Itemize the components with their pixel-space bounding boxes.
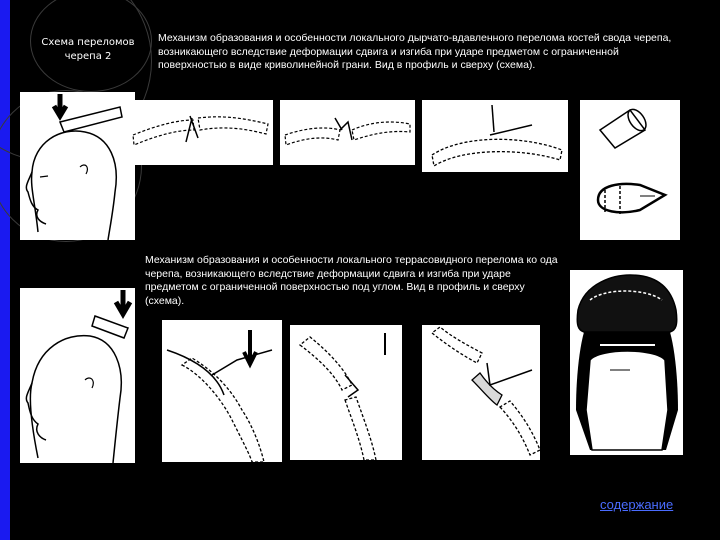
impact-arrow-icon — [54, 94, 66, 116]
section2-caption: Механизм образования и особенности локального террасовидного перелома ко ода черепа, возникающего вследствие деформации сдвига и изгиба при ударе предметом с ограниченной поверхностью под углом. Вид в профиль и сверху (схема). — [145, 254, 558, 307]
skull-top-view-diagram-1 — [580, 100, 680, 240]
contents-link[interactable]: содержание — [600, 497, 674, 512]
impact-arrow-icon — [244, 330, 256, 364]
impact-arrow-icon — [116, 290, 130, 314]
skull-outline — [598, 184, 665, 212]
ear — [80, 165, 87, 174]
skull-cap — [577, 275, 677, 332]
terrace-fracture-diagram-3 — [422, 325, 540, 460]
head-outline — [30, 336, 121, 463]
terrace-fracture-diagram-2 — [290, 325, 402, 460]
sidebar-title: Схема переломов черепа 2 — [41, 37, 135, 62]
head-profile-diagram-2 — [20, 288, 135, 463]
fracture-profile-diagram-2 — [280, 100, 415, 165]
head-profile-diagram-1 — [20, 92, 135, 240]
terrace-fracture-diagram-1 — [162, 320, 282, 462]
section1-caption: Механизм образования и особенности локального дырчато-вдавленного перелома костей свода черепа, возникающего вследствие деформации сдвига и изгиба при ударе предметом с ограниченной поверхностью в виде криволинейной грани. Вид в профиль и сверху (схема). — [158, 32, 672, 71]
fracture-profile-diagram-1 — [128, 100, 273, 165]
ear — [85, 378, 93, 388]
fracture-profile-diagram-3 — [422, 100, 568, 172]
skull-top-view-diagram-2 — [570, 270, 683, 455]
